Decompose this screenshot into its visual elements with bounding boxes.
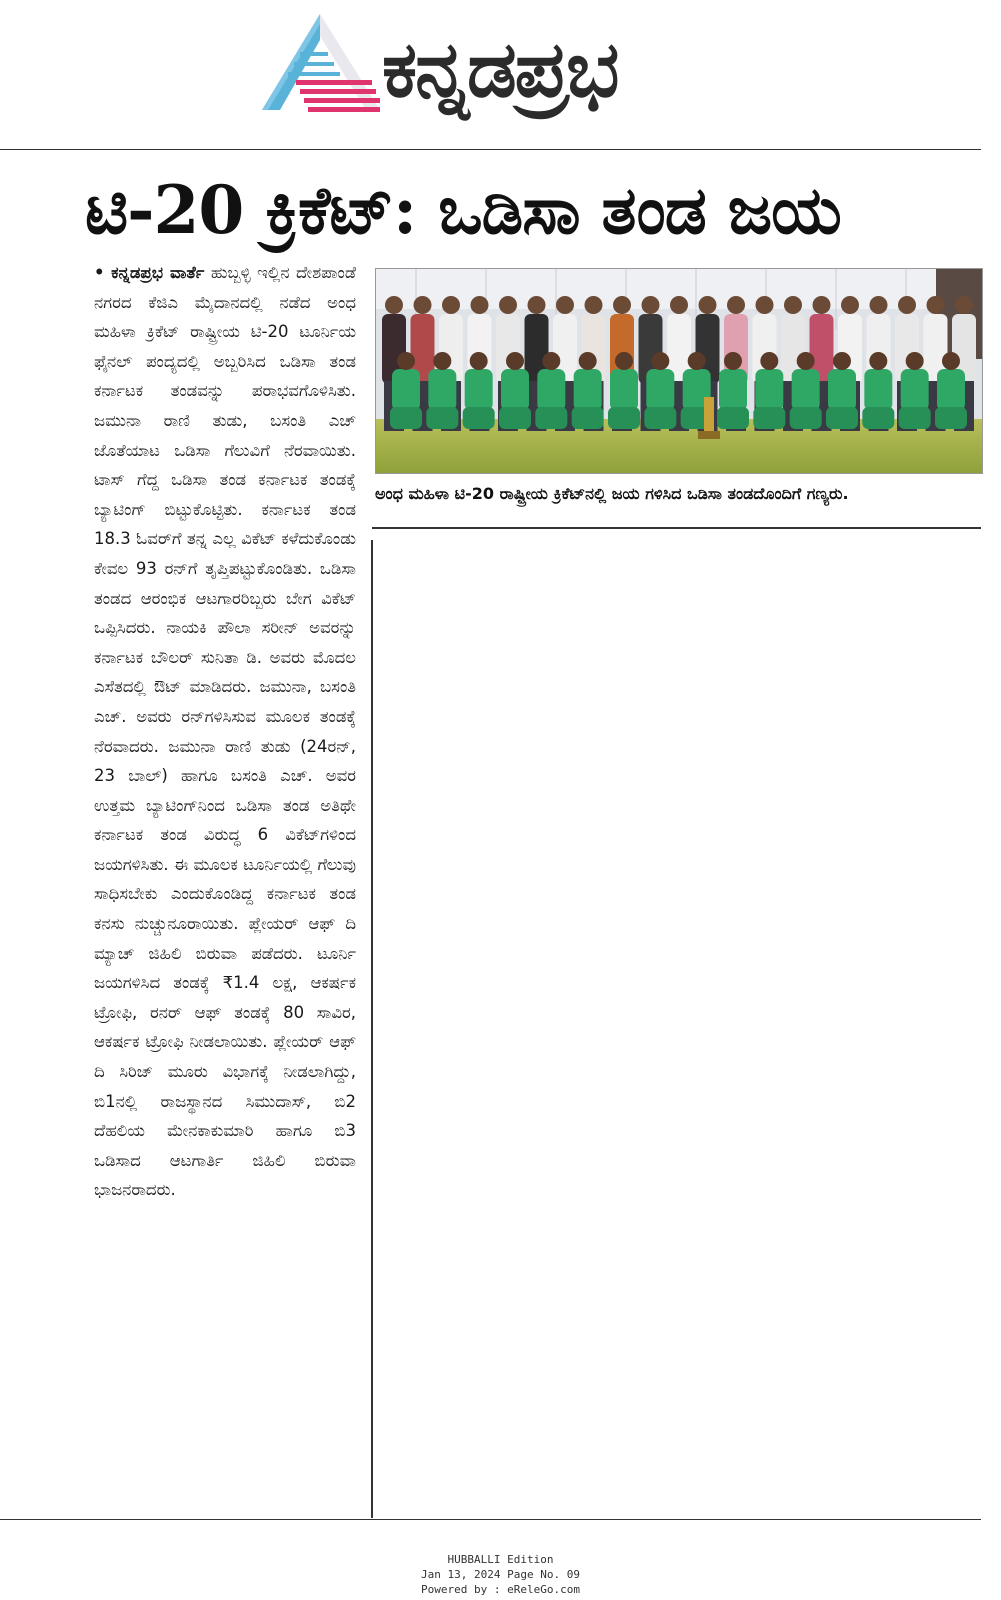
byline: ಕನ್ನಡಪ್ರಭ ವಾರ್ತೆ xyxy=(111,263,205,282)
page-footer xyxy=(0,1552,1001,1597)
team-photo xyxy=(375,268,983,474)
footer-powered-by: Powered by : eReleGo.com xyxy=(421,1583,580,1596)
page-bottom-rule xyxy=(0,1519,981,1520)
kannadaprabha-logo-icon xyxy=(262,14,380,114)
team-photo-image xyxy=(376,269,982,473)
column-divider xyxy=(371,540,373,1518)
masthead xyxy=(0,0,1001,150)
photo-caption: ಅಂಧ ಮಹಿಳಾ ಟಿ-20 ರಾಷ್ಟ್ರೀಯ ಕ್ರಿಕೆಟ್‌ನಲ್ಲಿ ಜಯ ಗಳಿಸಿದ ಒಡಿಸಾ ತಂಡದೊಂದಿಗೆ ಗಣ್ಯರು. xyxy=(375,484,849,503)
masthead-logo-text: ಕನ್ನಡಪ್ರಭ xyxy=(382,25,618,115)
byline-bullet: • xyxy=(94,263,105,282)
masthead-divider xyxy=(0,149,981,150)
photo-bottom-rule xyxy=(372,527,981,529)
footer-date-page: Jan 13, 2024 Page No. 09 xyxy=(421,1568,580,1581)
footer-edition: HUBBALLI Edition xyxy=(447,1553,554,1566)
article-body xyxy=(94,258,356,1205)
headline: ಟಿ-20 ಕ್ರಿಕೆಟ್: ಒಡಿಸಾ ತಂಡ ಜಯ xyxy=(85,171,841,249)
article-text: ಹುಬ್ಬಳ್ಳಿ ಇಲ್ಲಿನ ದೇಶಪಾಂಡೆ ನಗರದ ಕೆಜಿಎ ಮೈದಾನದಲ್ಲಿ ನಡೆದ ಅಂಧ ಮಹಿಳಾ ಕ್ರಿಕೆಟ್ ರಾಷ್ಟ್ರೀಯ ಟಿ-20 ಟೂರ್ನಿಯ ಫೈನಲ್ ಪಂದ್ಯದಲ್ಲಿ ಅಬ್ಬರಿಸಿದ ಒಡಿಸಾ ತಂಡ ಕರ್ನಾಟಕ ತಂಡವನ್ನು ಪರಾಭವಗೊಳಿಸಿತು. ಜಮುನಾ ರಾಣಿ ತುಡು, ಬಸಂತಿ ಎಚ್ ಜೊತೆಯಾಟ ಒಡಿಸಾ ಗೆಲುವಿಗೆ ನೆರವಾಯಿತು. ಟಾಸ್ ಗೆದ್ದ ಒಡಿಸಾ ತಂಡ ಕರ್ನಾಟಕ ತಂಡಕ್ಕೆ ಬ್ಯಾಟಿಂಗ್ ಬಿಟ್ಟುಕೊಟ್ಟಿತು. ಕರ್ನಾಟಕ ತಂಡ 18.3 ಓವರ್‌ಗೆ ತನ್ನ ಎಲ್ಲ ವಿಕೆಟ್ ಕಳೆದುಕೊಂಡು ಕೇವಲ 93 ರನ್‌ಗೆ ತೃಪ್ತಿಪಟ್ಟುಕೊಂಡಿತು. ಒಡಿಸಾ ತಂಡದ ಆರಂಭಿಕ ಆಟಗಾರರಿಬ್ಬರು ಬೇಗ ವಿಕೆಟ್ ಒಪ್ಪಿಸಿದರು. ನಾಯಕಿ ಪೌಲಾ ಸರೀನ್ ಅವರನ್ನು ಕರ್ನಾಟಕ ಬೌಲರ್ ಸುನಿತಾ ಡಿ. ಅವರು ಮೊದಲ ಎಸೆತದಲ್ಲಿ ಔಟ್ ಮಾಡಿದರು. ಜಮುನಾ, ಬಸಂತಿ ಎಚ್. ಅವರು ರನ್‌ಗಳಿಸಿಸುವ ಮೂಲಕ ತಂಡಕ್ಕೆ ನೆರವಾದರು. ಜಮುನಾ ರಾಣಿ ತುಡು (24ರನ್, 23 ಬಾಲ್) ಹಾಗೂ ಬಸಂತಿ ಎಚ್. ಅವರ ಉತ್ತಮ ಬ್ಯಾಟಿಂಗ್‌ನಿಂದ ಒಡಿಸಾ ತಂಡ ಅತಿಥೇ ಕರ್ನಾಟಕ ತಂಡ ವಿರುದ್ಧ 6 ವಿಕೆಟ್‌ಗಳಿಂದ ಜಯಗಳಿಸಿತು. ಈ ಮೂಲಕ ಟೂರ್ನಿಯಲ್ಲಿ ಗೆಲುವು ಸಾಧಿಸಬೇಕು ಎಂದುಕೊಂಡಿದ್ದ ಕರ್ನಾಟಕ ತಂಡ ಕನಸು ನುಚ್ಚುನೂರಾಯಿತು. ಪ್ಲೇಯರ್ ಆಫ್ ದಿ ಮ್ಯಾಚ್ ಜಿಹಿಲಿ ಬಿರುವಾ ಪಡೆದರು. ಟೂರ್ನಿ ಜಯಗಳಿಸಿದ ತಂಡಕ್ಕೆ ₹1.4 ಲಕ್ಷ, ಆಕರ್ಷಕ ಟ್ರೋಫಿ, ರನರ್ ಆಫ್ ತಂಡಕ್ಕೆ 80 ಸಾವಿರ, ಆಕರ್ಷಕ ಟ್ರೋಫಿ ನೀಡಲಾಯಿತು. ಪ್ಲೇಯರ್ ಆಫ್ ದಿ ಸಿರಿಜ್ ಮೂರು ವಿಭಾಗಕ್ಕೆ ನೀಡಲಾಗಿದ್ದು, ಬಿ1ನಲ್ಲಿ ರಾಜಸ್ಥಾನದ ಸಿಮುದಾಸ್, ಬಿ2 ದೆಹಲಿಯ ಮೇನಕಾಕುಮಾರಿ ಹಾಗೂ ಬಿ3 ಒಡಿಸಾದ ಆಟಗಾರ್ತಿ ಜಿಹಿಲಿ ಬಿರುವಾ ಭಾಜನರಾದರು. xyxy=(94,263,357,1200)
